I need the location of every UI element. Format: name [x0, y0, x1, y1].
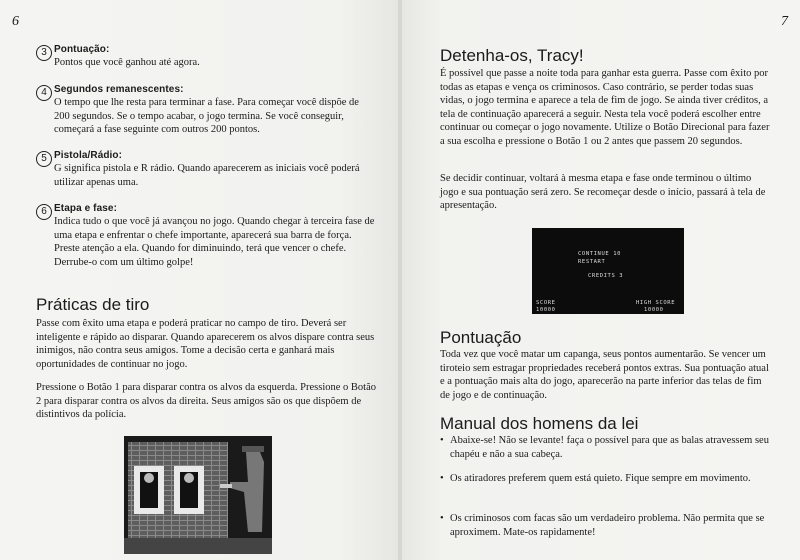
tip-text: Abaixe-se! Não se levante! faça o possível para que as balas atravessem seu chapéu e não a sua cabeça. [450, 435, 769, 460]
entry-text: G significa pistola e R rádio. Quando aparecerem as iniciais você poderá utilizar apenas uma. [54, 163, 360, 188]
shooting-range-image [124, 436, 272, 554]
section-title-shooting: Práticas de tiro [36, 295, 150, 314]
bullet-dot: • [440, 513, 444, 524]
circled-number: 3 [36, 45, 52, 61]
section-title-stop-them: Detenha-os, Tracy! [440, 46, 584, 65]
tip-bullet [440, 472, 770, 486]
tip-text: Os atiradores preferem quem está quieto. Fique sempre em movimento. [450, 473, 751, 484]
score-paragraph: Toda vez que você matar um capanga, seus pontos aumentarão. Se vencer um tiroteio sem estragar propriedades receberá pontos extras. Sua pontuação atual e a pontuação mais alta do jogo, aparecerão na parte inferior das telas de fim de jogo e de continuação. [440, 349, 769, 401]
entry-text: Pontos que você ganhou até agora. [54, 57, 200, 68]
stop-them-paragraph: É possível que passe a noite toda para ganhar esta guerra. Passe com êxito por todas as etapas e vença os criminosos. Caso contrário, se perder todas suas vidas, o jogo termina e aparece a tela de fim de jogo. Se ainda tiver créditos, a tela de continuação aparecerá a seguir. Nesta tela você poderá escolher entre continuar ou começar o jogo novamente. Utilize o Botão Direcional para fazer a sua escolha e pressione o Botão 1 ou 2 antes que passem 20 segundos. [440, 68, 770, 147]
shooting-paragraph: Passe com êxito uma etapa e poderá praticar no campo de tiro. Deverá ser inteligente e rápido ao disparar. Quando aparecerem os alvos dispare contra seus inimigos, não contra seus amigos. Tome a decisão certa e ganhará mais oportunidades de continuar no jogo. [36, 318, 375, 370]
continue-paragraph: Se decidir continuar, voltará à mesma etapa e fase onde terminou o último jogo e sua pontuação será zero. Se recomeçar desde o início, passará à tela de apresentação. [440, 173, 766, 212]
entry-text: Indica tudo o que você já avançou no jogo. Quando chegar à terceira fase de uma etapa e enfrentar o chefe importante, aparecerá sua barra de força. Preste atenção a ela. Quando for diminuindo, terá que vencer o chefe. Derrube-o com um último golpe! [54, 216, 375, 268]
continue-screen-image [532, 228, 684, 314]
circled-number: 4 [36, 85, 52, 101]
screen-option-restart: RESTART [578, 259, 606, 265]
circled-number: 6 [36, 204, 52, 220]
screen-option-continue: CONTINUE 10 [578, 251, 622, 257]
tip-bullet [440, 512, 770, 539]
tip-bullet [440, 434, 770, 461]
entry-title: Etapa e fase: [54, 203, 117, 214]
tip-text: Os criminosos com facas são um verdadeiro problema. Não permita que se aproximem. Mate-os rapidamente! [450, 513, 765, 538]
bullet-dot: • [440, 435, 444, 446]
shooting-buttons-paragraph: Pressione o Botão 1 para disparar contra os alvos da esquerda. Pressione o Botão 2 para disparar contra os alvos da direita. Seus amigos são os que dispõem de distintivos da polícia. [36, 382, 376, 421]
bullet-dot: • [440, 473, 444, 484]
screen-hiscore-value: 10000 [644, 307, 664, 313]
section-title-lawmen-manual: Manual dos homens da lei [440, 414, 639, 433]
entry-stage-phase [36, 203, 376, 269]
entry-seconds [36, 84, 376, 137]
right-page-number: 7 [781, 14, 788, 29]
screen-score-label: SCORE [536, 300, 556, 306]
left-page-number: 6 [12, 14, 19, 29]
entry-title: Pontuação: [54, 44, 110, 55]
screen-score-value: 10000 [536, 307, 556, 313]
circled-number: 5 [36, 151, 52, 167]
entry-pistol-radio [36, 150, 376, 189]
entry-score [36, 44, 376, 70]
screen-credits: CREDITS 3 [588, 273, 624, 279]
screen-hiscore-label: HIGH SCORE [636, 300, 676, 306]
entry-title: Segundos remanescentes: [54, 84, 184, 95]
section-title-score: Pontuação [440, 328, 522, 347]
entry-text: O tempo que lhe resta para terminar a fase. Para começar você dispõe de 200 segundos. Se o tempo acabar, o jogo termina. Se você conseguir, começará a fase seguinte com outros 200 pontos. [54, 97, 359, 136]
entry-title: Pistola/Rádio: [54, 150, 123, 161]
